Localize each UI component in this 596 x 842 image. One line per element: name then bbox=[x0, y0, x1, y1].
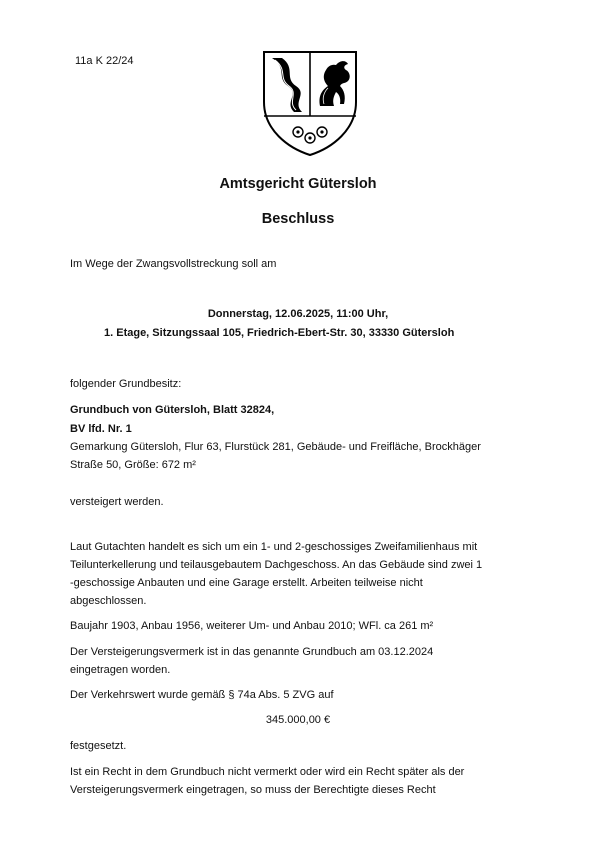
property-intro: folgender Grundbesitz: bbox=[70, 378, 182, 390]
recht-line-2: Versteigerungsvermerk eingetragen, so muss der Berechtigte dieses Recht bbox=[70, 784, 436, 796]
gutachten-line-4: abgeschlossen. bbox=[70, 595, 147, 607]
auction-statement: versteigert werden. bbox=[70, 496, 164, 508]
court-name: Amtsgericht Gütersloh bbox=[219, 176, 377, 192]
document-title: Beschluss bbox=[261, 211, 335, 227]
grundbuch-reference: Grundbuch von Gütersloh, Blatt 32824, bbox=[70, 404, 275, 416]
vermerk-line-1: Der Versteigerungsvermerk ist in das genannte Grundbuch am 03.12.2024 bbox=[70, 646, 434, 658]
gemarkung-line-2: Straße 50, Größe: 672 m² bbox=[70, 459, 196, 471]
verkehrswert-text: Der Verkehrswert wurde gemäß § 74a Abs. 5 ZVG auf bbox=[70, 689, 334, 701]
gutachten-line-3: -geschossige Anbauten und eine Garage erstellt. Arbeiten teilweise nicht bbox=[70, 577, 423, 589]
baujahr-text: Baujahr 1903, Anbau 1956, weiterer Um- und Anbau 2010; WFl. ca 261 m² bbox=[70, 620, 434, 632]
coat-of-arms-emblem bbox=[258, 48, 362, 158]
gutachten-line-2: Teilunterkellerung und teilausgebautem Dachgeschoss. An das Gebäude sind zwei 1 bbox=[70, 559, 483, 571]
recht-line-1: Ist ein Recht in dem Grundbuch nicht vermerkt oder wird ein Recht später als der bbox=[70, 766, 465, 778]
gemarkung-line-1: Gemarkung Gütersloh, Flur 63, Flurstück 281, Gebäude- und Freifläche, Brockhäger bbox=[70, 441, 481, 453]
intro-text: Im Wege der Zwangsvollstreckung soll am bbox=[70, 258, 277, 270]
bv-number: BV lfd. Nr. 1 bbox=[70, 423, 132, 435]
case-number: 11a K 22/24 bbox=[75, 55, 134, 67]
festgesetzt-text: festgesetzt. bbox=[70, 740, 127, 752]
gutachten-line-1: Laut Gutachten handelt es sich um ein 1- und 2-geschossiges Zweifamilienhaus mit bbox=[70, 541, 478, 553]
auction-date: Donnerstag, 12.06.2025, 11:00 Uhr, bbox=[207, 308, 389, 320]
vermerk-line-2: eingetragen worden. bbox=[70, 664, 171, 676]
verkehrswert-amount: 345.000,00 € bbox=[265, 714, 331, 726]
auction-location: 1. Etage, Sitzungssaal 105, Friedrich-Ebert-Str. 30, 33330 Gütersloh bbox=[104, 327, 455, 339]
